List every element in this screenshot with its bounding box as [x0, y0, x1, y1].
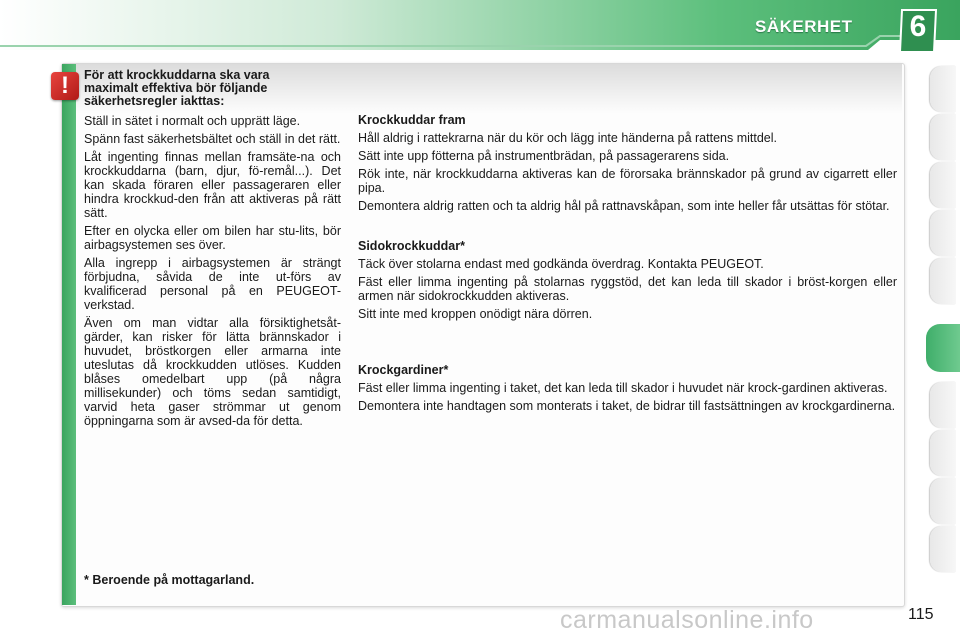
- chapter-tab[interactable]: [930, 526, 956, 572]
- green-strip: [62, 64, 76, 605]
- footnote: * Beroende på mottagarland.: [84, 573, 255, 587]
- section-heading: Krockkuddar fram: [358, 113, 466, 127]
- paragraph: Även om man vidtar alla försiktighetsåt-gärder, kan risker för lätta brännskador i huvudet, bröstkorgen eller armarna inte uteslutas då krockkudden utlöses. Kudden blåses omedelbart upp (på några millisekunder) och töms sedan samtidigt, varvid heta gaser strömmar ut genom öppningarna som är avsed-da för detta.: [84, 316, 341, 428]
- chapter-tab[interactable]: [930, 258, 956, 304]
- chapter-tab-active[interactable]: [926, 324, 960, 372]
- paragraph: Rök inte, när krockkuddarna aktiveras kan de förorsaka brännskador på grund av cigarrett eller pipa.: [358, 167, 897, 195]
- exclamation-warning-icon: !: [51, 72, 79, 100]
- paragraph: Demontera aldrig ratten och ta aldrig hål på rattnavskåpan, som inte heller får utsättas för stötar.: [358, 199, 890, 213]
- section-side-airbags: [358, 239, 897, 321]
- page-title: SÄKERHET: [755, 17, 853, 36]
- chapter-number: 6: [909, 10, 927, 43]
- section-heading: Sidokrockkuddar*: [358, 239, 465, 253]
- paragraph: Sätt inte upp fötterna på instrumentbrädan, på passagerarens sida.: [358, 149, 730, 163]
- paragraph: Efter en olycka eller om bilen har stu-lits, bör airbagsystemen ses över.: [84, 224, 341, 252]
- chapter-tab[interactable]: [930, 430, 956, 476]
- section-curtain-airbags: [358, 363, 897, 413]
- chapter-tab[interactable]: [930, 478, 956, 524]
- paragraph: Täck över stolarna endast med godkända överdrag. Kontakta PEUGEOT.: [358, 257, 764, 271]
- section-front-airbags: [358, 113, 897, 213]
- paragraph: Fäst eller limma ingenting i taket, det kan leda till skador i huvudet när krock-gardinen aktiveras.: [358, 381, 888, 395]
- page-number: 115: [908, 606, 934, 623]
- chapter-tab[interactable]: [930, 382, 956, 428]
- chapter-tabs: [926, 66, 960, 576]
- paragraph: Håll aldrig i rattekrarna när du kör och lägg inte händerna på rattens mittdel.: [358, 131, 777, 145]
- intro-text: För att krockkuddarna ska vara maximalt effektiva bör följande säkerhetsregler iakttas:: [84, 68, 270, 108]
- paragraph: Alla ingrepp i airbagsystemen är strängt förbjudna, såvida de inte ut-förs av kvalificerad personal på en PEUGEOT-verkstad.: [84, 256, 341, 312]
- chapter-tab[interactable]: [930, 114, 956, 160]
- paragraph: Demontera inte handtagen som monterats i taket, de bidrar till fastsättningen av krockgardinerna.: [358, 399, 896, 413]
- right-column: [358, 113, 897, 417]
- left-column: [84, 69, 341, 432]
- watermark: carmanualsonline.info: [560, 606, 814, 634]
- section-heading: Krockgardiner*: [358, 363, 449, 377]
- paragraph: Låt ingenting finnas mellan framsäte-na och krockkuddarna (barn, djur, fö-remål...). Det kan skada föraren eller passageraren eller hindra krockkud-den från att aktiveras på rätt sätt.: [84, 150, 341, 220]
- chapter-tab[interactable]: [930, 210, 956, 256]
- paragraph: Sitt inte med kroppen onödigt nära dörren.: [358, 307, 593, 321]
- paragraph: Ställ in sätet i normalt och upprätt läge.: [84, 114, 301, 128]
- paragraph: Spänn fast säkerhetsbältet och ställ in det rätt.: [84, 132, 341, 146]
- chapter-tab[interactable]: [930, 66, 956, 112]
- paragraph: Fäst eller limma ingenting på stolarnas ryggstöd, det kan leda till skador i bröst-korgen eller armen när sidokrockkudden aktiveras.: [358, 275, 897, 303]
- chapter-tab[interactable]: [930, 162, 956, 208]
